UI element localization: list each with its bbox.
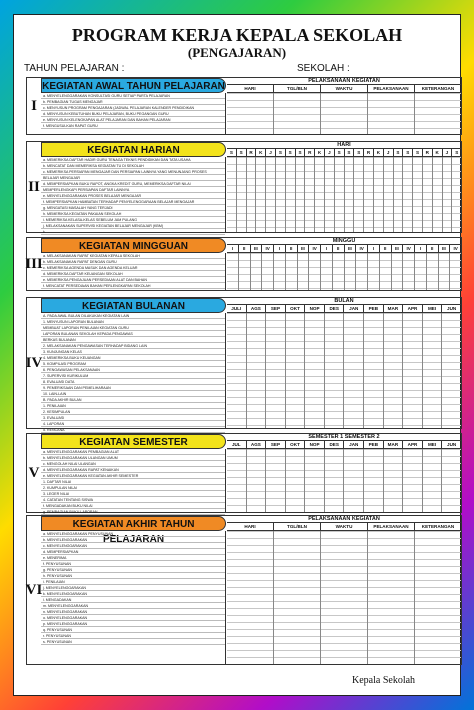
grid-column bbox=[274, 93, 321, 134]
column-header: II bbox=[286, 245, 298, 252]
column-header: NOP bbox=[305, 441, 325, 448]
column-header: S bbox=[394, 149, 404, 156]
grid-column bbox=[321, 531, 368, 664]
signature-label: Kepala Sekolah bbox=[352, 675, 416, 686]
list-item: LAPORAN BULANAN SEKOLAH KEPADA PENGAWAS bbox=[41, 331, 225, 337]
column-header: R bbox=[364, 149, 374, 156]
column-header: I bbox=[227, 245, 239, 252]
column-header: S bbox=[413, 149, 423, 156]
list-item: g. MENGATASI MASALAH YANG TERJADI bbox=[41, 205, 225, 211]
section-items bbox=[41, 531, 226, 664]
column-header: J bbox=[384, 149, 394, 156]
column-header: J bbox=[443, 149, 453, 156]
list-item: A. PADA AWAL BULAN DILAKUKAN KEGIATAN LAIN bbox=[41, 313, 225, 319]
list-item: 4. CATATAN TENTANG SISWA bbox=[41, 497, 225, 503]
list-item: e. MENYELENGGARAKAN PROSES BELAJAR MENGAJAR bbox=[41, 193, 225, 199]
grid-column bbox=[415, 531, 461, 664]
schedule-grid bbox=[227, 238, 461, 290]
grid-column bbox=[266, 449, 286, 512]
grid-column bbox=[227, 93, 274, 134]
grid-column bbox=[325, 157, 335, 232]
grid-column bbox=[227, 253, 239, 290]
list-item: q. PENYUSUNAN bbox=[41, 627, 225, 633]
column-header: IV bbox=[262, 245, 274, 252]
grid-column bbox=[227, 449, 247, 512]
grid-column bbox=[321, 93, 368, 134]
list-item: 2. KESIMPULAN bbox=[41, 409, 225, 415]
grid-column bbox=[344, 449, 364, 512]
column-header: IV bbox=[309, 245, 321, 252]
school-label: SEKOLAH : bbox=[297, 63, 350, 74]
grid-title: HARI bbox=[227, 142, 461, 149]
grid-column bbox=[374, 157, 384, 232]
list-item: 1. MENYUSUN LAPORAN BULANAN bbox=[41, 319, 225, 325]
list-item: a. MEMERIKSA DAFTAR HADIR GURU TENAGA TEKNIS PENDIDIKAN DAN TATA USAHA bbox=[41, 157, 225, 163]
grid-column bbox=[315, 157, 325, 232]
grid-column bbox=[305, 449, 325, 512]
list-item: p. MENYELENGGARAKAN bbox=[41, 621, 225, 627]
list-item: BELAJAR MENGAJAR bbox=[41, 175, 225, 181]
grid-body bbox=[227, 157, 461, 232]
list-item: j. MENYELENGGARAKAN bbox=[41, 585, 225, 591]
column-header: IV bbox=[453, 246, 458, 251]
list-item: c. MEMERIKSA PERSIAPAN MENGAJAR DAN PERSIAPAN LAINNYA YANG MENUNJANG PROSES bbox=[41, 169, 225, 175]
column-header: JUL bbox=[227, 441, 247, 448]
list-item: f. MENGADAKAN BUKU NILAI bbox=[41, 503, 225, 509]
grid-title: MINGGU bbox=[227, 238, 461, 245]
column-header: JUN bbox=[447, 442, 457, 447]
grid-column bbox=[266, 313, 286, 428]
list-item: h. PENYUSUNAN bbox=[41, 573, 225, 579]
grid-column bbox=[368, 93, 415, 134]
list-item: 7. SUPERVISI KURIKULUM bbox=[41, 373, 225, 379]
grid-column bbox=[256, 157, 266, 232]
column-header: J bbox=[266, 149, 276, 156]
grid-column bbox=[345, 157, 355, 232]
list-item: e. MENERIMA bbox=[41, 555, 225, 561]
list-item: 8. EVALUASI DATA bbox=[41, 379, 225, 385]
year-label: TAHUN PELAJARAN : bbox=[24, 63, 125, 74]
column-header: III bbox=[345, 245, 357, 252]
list-item: h. MEMERIKSA KEGIATAN PAKAIAN SEKOLAH bbox=[41, 211, 225, 217]
grid-column bbox=[251, 253, 263, 290]
list-item: k. bbox=[41, 229, 225, 235]
list-item: 5. RENCANA bbox=[41, 427, 225, 433]
column-header: OKT bbox=[286, 305, 306, 312]
section-roman-numeral: II bbox=[28, 178, 40, 195]
page-title: PROGRAM KERJA KEPALA SEKOLAH bbox=[71, 25, 403, 45]
list-item: g. PEMBAGIAN BUKU LAPORAN bbox=[41, 509, 225, 515]
column-header: APR bbox=[403, 305, 423, 312]
grid-column-headers bbox=[227, 245, 461, 253]
grid-column bbox=[247, 449, 267, 512]
column-header: JUN bbox=[447, 306, 457, 311]
schedule-grid bbox=[227, 434, 461, 512]
grid-column bbox=[423, 449, 443, 512]
grid-title: SEMESTER 1 SEMESTER 2 bbox=[227, 434, 461, 441]
list-item: k. MENYELENGGARAKAN bbox=[41, 591, 225, 597]
list-item: 3. EVALUASI bbox=[41, 415, 225, 421]
column-header: KETERANGAN bbox=[421, 86, 455, 91]
column-header: WAKTU bbox=[321, 523, 368, 530]
column-header: S bbox=[345, 149, 355, 156]
list-item: 2. KUMPULAN NILAI bbox=[41, 485, 225, 491]
grid-column bbox=[439, 253, 451, 290]
grid-column bbox=[262, 253, 274, 290]
list-item: B. PADA AKHIR BULAN bbox=[41, 397, 225, 403]
column-header: I bbox=[368, 245, 380, 252]
list-item: MEMBUAT LAPORAN PENILAIAN KEGIATAN GURU bbox=[41, 325, 225, 331]
schedule-grid bbox=[227, 142, 461, 232]
grid-column bbox=[368, 531, 415, 664]
list-item: n. MENYELENGGARAKAN bbox=[41, 609, 225, 615]
grid-column bbox=[227, 313, 247, 428]
schedule-grid bbox=[227, 516, 461, 664]
section-heading: KEGIATAN AKHIR TAHUN PELAJARAN bbox=[41, 516, 226, 531]
list-item: f. MENCATAT PERSEDIAAN BAHAN PERLENGKAPAN SEKOLAH bbox=[41, 283, 225, 289]
column-header: IV bbox=[403, 245, 415, 252]
grid-title: BULAN bbox=[227, 298, 461, 305]
section-1 bbox=[26, 77, 462, 135]
grid-column bbox=[266, 157, 276, 232]
list-item: c. MENYUSUN PROGRAM PENGAJARAN (JADWAL PELAJARAN KALENDER PENDIDIKAN bbox=[41, 105, 225, 111]
list-item: 9. PEMERIKSAAN DAN PEMELIHARAAN bbox=[41, 385, 225, 391]
grid-column bbox=[239, 253, 251, 290]
list-item: d. MEMPERSIAPKAN bbox=[41, 549, 225, 555]
grid-body bbox=[227, 93, 461, 134]
section-items bbox=[41, 313, 226, 432]
list-item: b. PEMBAGIAN TUGAS MENGAJAR bbox=[41, 99, 225, 105]
grid-column bbox=[364, 157, 374, 232]
list-item: a. MELAKSANAKAN RAPAT KEGIATAN KEPALA SEKOLAH bbox=[41, 253, 225, 259]
column-header: AGS bbox=[247, 305, 267, 312]
grid-column bbox=[354, 157, 364, 232]
list-item: b. MENCATAT DAN MEMERIKSA KEGIATAN TU DI SEKOLAH bbox=[41, 163, 225, 169]
grid-column bbox=[276, 157, 286, 232]
column-header: MAR bbox=[384, 305, 404, 312]
grid-column bbox=[403, 253, 415, 290]
grid-column bbox=[394, 157, 404, 232]
column-header: JAN bbox=[344, 441, 364, 448]
grid-column bbox=[345, 253, 357, 290]
section-heading: KEGIATAN SEMESTER bbox=[41, 434, 226, 449]
column-header: DES bbox=[325, 305, 345, 312]
page-subtitle: (PENGAJARAN) bbox=[187, 45, 287, 60]
list-item: e. MENYELENGGARAKAN KEGIATAN AKHIR SEMESTER bbox=[41, 473, 225, 479]
column-header: S bbox=[286, 149, 296, 156]
grid-column bbox=[392, 253, 404, 290]
grid-column bbox=[305, 313, 325, 428]
grid-column bbox=[274, 531, 321, 664]
column-header: OKT bbox=[286, 441, 306, 448]
list-item: 10. LAIN-LAIN bbox=[41, 391, 225, 397]
section-items bbox=[41, 253, 226, 290]
column-header: S bbox=[237, 149, 247, 156]
grid-body bbox=[227, 253, 461, 290]
section-roman-numeral: VI bbox=[25, 581, 43, 598]
grid-column bbox=[380, 253, 392, 290]
list-item: 2. MELAKSANAKAN PENGAWASAN TERHADAP BIDANG LAIN bbox=[41, 343, 225, 349]
list-item: a. MENYELENGGARAKAN PEMBAGIAN ALAT bbox=[41, 449, 225, 455]
grid-column bbox=[403, 157, 413, 232]
section-roman-numeral: IV bbox=[25, 354, 43, 371]
list-item: BERKAS BULANAN bbox=[41, 337, 225, 343]
grid-column bbox=[356, 253, 368, 290]
grid-column bbox=[442, 449, 461, 512]
list-item: g. PENYUSUNAN bbox=[41, 567, 225, 573]
list-item: c. MENYELENGGARAKAN bbox=[41, 543, 225, 549]
column-header: K bbox=[256, 149, 266, 156]
column-header: WAKTU bbox=[321, 85, 368, 92]
column-header: PELAKSANAAN bbox=[368, 85, 415, 92]
list-item: 1. DAFTAR NILAI bbox=[41, 479, 225, 485]
schedule-grid bbox=[227, 298, 461, 428]
column-header: PEB bbox=[364, 441, 384, 448]
list-item: i. MEMERIKSA KELASA-KELAS SEBELUM JAM PULANG bbox=[41, 217, 225, 223]
column-header: KETERANGAN bbox=[421, 524, 455, 529]
grid-column-headers bbox=[227, 441, 461, 449]
column-header: SEP bbox=[266, 441, 286, 448]
column-header: II bbox=[239, 245, 251, 252]
section-items bbox=[41, 93, 226, 134]
column-header: III bbox=[298, 245, 310, 252]
column-header: S bbox=[335, 149, 345, 156]
list-item: d. MEMERIKSA DAFTAR KEUANGAN SEKOLAH bbox=[41, 271, 225, 277]
grid-column bbox=[286, 449, 306, 512]
list-item: MEMPERLENGKAPI PERSIAPAN DAFTAR LAINNYA bbox=[41, 187, 225, 193]
grid-column bbox=[403, 449, 423, 512]
grid-title: PELAKSANAAN KEGIATAN bbox=[227, 78, 461, 85]
schedule-grid bbox=[227, 78, 461, 134]
grid-column bbox=[364, 313, 384, 428]
column-header: AGS bbox=[247, 441, 267, 448]
list-item: 4. LAPORAN bbox=[41, 421, 225, 427]
grid-column bbox=[286, 157, 296, 232]
grid-column bbox=[415, 253, 427, 290]
list-item: f. PENYUSUNAN bbox=[41, 561, 225, 567]
grid-column bbox=[364, 449, 384, 512]
list-item: d. MENYELENGGARAKAN RAPAT KENAIKAN bbox=[41, 467, 225, 473]
column-header: S bbox=[276, 149, 286, 156]
grid-column bbox=[333, 253, 345, 290]
list-item: e. MEMERIKSA PENGAJUAN PERSEDIAAN ALAT DAN BAHAN bbox=[41, 277, 225, 283]
list-item: 6. PENGAWASAN PELAKSANAAN bbox=[41, 367, 225, 373]
grid-column bbox=[274, 253, 286, 290]
column-header: III bbox=[392, 245, 404, 252]
grid-column bbox=[309, 253, 321, 290]
grid-column bbox=[423, 313, 443, 428]
list-item: f. MENGUSULKAN RAPAT GURU bbox=[41, 123, 225, 129]
list-item: 1. PENILAIAN bbox=[41, 403, 225, 409]
section-5 bbox=[26, 433, 462, 513]
grid-column bbox=[325, 313, 345, 428]
column-header: HARI bbox=[227, 523, 274, 530]
section-2 bbox=[26, 141, 462, 233]
grid-column bbox=[335, 157, 345, 232]
column-header: II bbox=[380, 245, 392, 252]
column-header: PELAKSANAAN bbox=[368, 523, 415, 530]
list-item: e. MENYUSUN KELENGKAPAN ALAT PELAJARAN DAN BAHAN PELAJARAN bbox=[41, 117, 225, 123]
column-header: I bbox=[274, 245, 286, 252]
column-header: SEP bbox=[266, 305, 286, 312]
column-header: III bbox=[439, 245, 451, 252]
section-heading: KEGIATAN AWAL TAHUN PELAJARAN bbox=[41, 78, 226, 93]
column-header: JULI bbox=[227, 305, 247, 312]
column-header: JAN bbox=[344, 305, 364, 312]
list-item: c. MEMERIKSA AGENDA MASUK DAN AGENDA KELUAR bbox=[41, 265, 225, 271]
grid-column-headers bbox=[227, 85, 461, 93]
grid-column bbox=[227, 531, 274, 664]
grid-column bbox=[413, 157, 423, 232]
section-heading: KEGIATAN HARIAN bbox=[41, 142, 226, 157]
column-header: S bbox=[455, 150, 459, 155]
list-item: d. MEMPERSIAPKAN BUKU RAPOT, ANGKA KREDIT GURU, MEMERIKSA DAFTAR NILAI bbox=[41, 181, 225, 187]
grid-column bbox=[344, 313, 364, 428]
grid-column bbox=[325, 449, 345, 512]
column-header: II bbox=[333, 245, 345, 252]
grid-column-headers bbox=[227, 149, 461, 157]
column-header: TGL/BLN bbox=[274, 85, 321, 92]
grid-body bbox=[227, 313, 461, 428]
list-item: b. MELAKSANAKAN RAPAT DENGAN GURU bbox=[41, 259, 225, 265]
column-header: I bbox=[321, 245, 333, 252]
list-item: l. MENGADAKAN bbox=[41, 597, 225, 603]
column-header: K bbox=[315, 149, 325, 156]
grid-column bbox=[286, 313, 306, 428]
list-item: m. MENYELENGGARAKAN bbox=[41, 603, 225, 609]
list-item: d. MENYUSUN KEBUTUHAN BUKU PELAJARAN, BUKU PEGANGAN GURU bbox=[41, 111, 225, 117]
column-header: TGL/BLN bbox=[274, 523, 321, 530]
list-item: 5. KOMPILASI PROGRAM bbox=[41, 361, 225, 367]
grid-column bbox=[305, 157, 315, 232]
grid-body bbox=[227, 531, 461, 664]
column-header: R bbox=[423, 149, 433, 156]
grid-column bbox=[321, 253, 333, 290]
grid-column bbox=[247, 313, 267, 428]
column-header: K bbox=[374, 149, 384, 156]
list-item: s. PENYUSUNAN bbox=[41, 639, 225, 645]
column-header: J bbox=[325, 149, 335, 156]
list-item: i. PENILAIAN bbox=[41, 579, 225, 585]
list-item: o. MENYELENGGARAKAN bbox=[41, 615, 225, 621]
grid-column bbox=[237, 157, 247, 232]
column-header: R bbox=[247, 149, 257, 156]
grid-column bbox=[384, 157, 394, 232]
column-header: III bbox=[251, 245, 263, 252]
grid-column-headers bbox=[227, 523, 461, 531]
grid-body bbox=[227, 449, 461, 512]
grid-column bbox=[296, 157, 306, 232]
section-roman-numeral: III bbox=[25, 255, 43, 272]
grid-column bbox=[368, 253, 380, 290]
grid-column bbox=[433, 157, 443, 232]
list-item: b. MENYELENGGARAKAN ULANGAN UMUM bbox=[41, 455, 225, 461]
section-roman-numeral: V bbox=[28, 464, 40, 481]
grid-column bbox=[452, 157, 461, 232]
column-header: IV bbox=[356, 245, 368, 252]
section-4 bbox=[25, 297, 462, 432]
grid-column bbox=[384, 313, 404, 428]
column-header: II bbox=[427, 245, 439, 252]
poster bbox=[13, 14, 461, 696]
column-header: I bbox=[415, 245, 427, 252]
column-header: MEI bbox=[423, 305, 443, 312]
column-header: NOP bbox=[305, 305, 325, 312]
list-item: r. PENYUSUNAN bbox=[41, 633, 225, 639]
grid-column bbox=[384, 449, 404, 512]
grid-column-headers bbox=[227, 305, 461, 313]
section-items bbox=[41, 449, 226, 512]
list-item: j. MELAKSANAKAN SUPERVISI KEGIATAN BELAJAR MENGAJAR (KBM) bbox=[41, 223, 225, 229]
grid-title: PELAKSANAAN KEGIATAN bbox=[227, 516, 461, 523]
list-item: 3. KUNJUNGAN KELAS bbox=[41, 349, 225, 355]
column-header: HARI bbox=[227, 85, 274, 92]
column-header: MAR bbox=[384, 441, 404, 448]
list-item: a. MENYELENGGARAKAN PENYUSUNAN bbox=[41, 531, 225, 537]
grid-column bbox=[442, 313, 461, 428]
column-header: K bbox=[433, 149, 443, 156]
list-item: a. MENYELENGGARAKAN KONSULTASI GURU SETIAP PARTA PELAJARAN bbox=[41, 93, 225, 99]
grid-column bbox=[227, 157, 237, 232]
grid-column bbox=[247, 157, 257, 232]
grid-column bbox=[450, 253, 461, 290]
grid-column bbox=[403, 313, 423, 428]
grid-column bbox=[298, 253, 310, 290]
section-roman-numeral: I bbox=[31, 97, 37, 114]
column-header: APR bbox=[403, 441, 423, 448]
grid-column bbox=[415, 93, 461, 134]
section-heading: KEGIATAN MINGGUAN bbox=[41, 238, 226, 253]
column-header: MEI bbox=[423, 441, 443, 448]
column-header: S bbox=[403, 149, 413, 156]
list-item: c. MENGOLAH NILAI ULANGAN bbox=[41, 461, 225, 467]
column-header: PEB bbox=[364, 305, 384, 312]
grid-column bbox=[423, 157, 433, 232]
column-header: DES bbox=[325, 441, 345, 448]
column-header: R bbox=[305, 149, 315, 156]
section-6 bbox=[26, 515, 462, 665]
grid-column bbox=[286, 253, 298, 290]
list-item: f. MEMPERSIAPKAN HAMBATAN TERHADAP PENYELENGGARAAN BELAJAR MENGAJAR bbox=[41, 199, 225, 205]
list-item: b. MENYELENGGARAKAN bbox=[41, 537, 225, 543]
section-heading: KEGIATAN BULANAN bbox=[41, 298, 226, 313]
column-header: S bbox=[227, 149, 237, 156]
list-item: 3. LEGER NILAI bbox=[41, 491, 225, 497]
list-item: 4. MEMERIKSA BUKU KEUANGAN bbox=[41, 355, 225, 361]
grid-column bbox=[427, 253, 439, 290]
column-header: S bbox=[296, 149, 306, 156]
column-header: S bbox=[354, 149, 364, 156]
section-3 bbox=[26, 237, 462, 291]
section-items bbox=[41, 157, 226, 232]
grid-column bbox=[443, 157, 453, 232]
